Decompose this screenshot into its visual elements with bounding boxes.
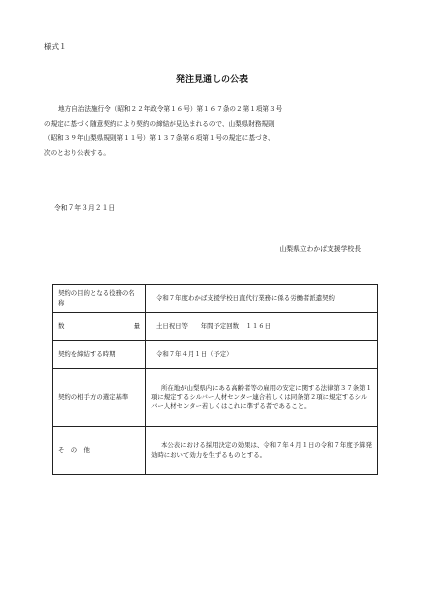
row-label: 数 量	[53, 313, 146, 341]
row-label: そ の 他	[53, 427, 146, 475]
document-title: 発注見通しの公表	[175, 75, 248, 85]
intro-line-1: 地方自治法施行令（昭和２２年政令第１６号）第１６７条の２第１項第３号	[58, 105, 283, 113]
table-row-other	[53, 427, 378, 475]
intro-line-3: （昭和３９年山梨県規則第１１号）第１３７条第６項第１号の規定に基づき、	[44, 134, 275, 142]
row-value: 本公表における採用決定の効果は、令和７年４月１日の令和７年度予算発効時において効力を生ずるものとする。	[146, 427, 378, 475]
row-label: 契約の相手方の選定基準	[53, 369, 146, 427]
row-value: 令和７年度わかば支援学校日直代行業務に係る労働者派遣契約	[146, 285, 378, 313]
table-row-contract-timing	[53, 341, 378, 369]
intro-line-2: の規定に基づく随意契約により契約の締結が見込まれるので、山梨県財務規則	[44, 119, 275, 128]
table-row-quantity	[53, 313, 378, 341]
row-value: 令和７年４月１日（予定）	[146, 341, 378, 369]
table-row-service-name	[53, 285, 378, 313]
form-number: 様式１	[44, 42, 67, 51]
contract-details-table	[52, 284, 378, 475]
intro-paragraph	[44, 102, 366, 160]
publication-date: 令和７年３月２１日	[54, 204, 116, 212]
row-label: 契約を締結する時期	[53, 341, 146, 369]
row-value: 所在地が山梨県内にある高齢者等の雇用の安定に関する法律第３７条第１項に規定するシルバー人材センター連合若しくは同条第２項に規定するシルバー人材センター若しくはこれに準ずる者であること。	[146, 369, 378, 427]
issuer-name: 山梨県立わかば支援学校長	[279, 245, 361, 253]
table-row-selection-criteria	[53, 369, 378, 427]
row-value: 土日祝日等 年間予定回数 １１６日	[146, 313, 378, 341]
row-label: 契約の目的となる役務の名称	[53, 285, 146, 313]
intro-line-4: 次のとおり公表する。	[44, 148, 110, 157]
